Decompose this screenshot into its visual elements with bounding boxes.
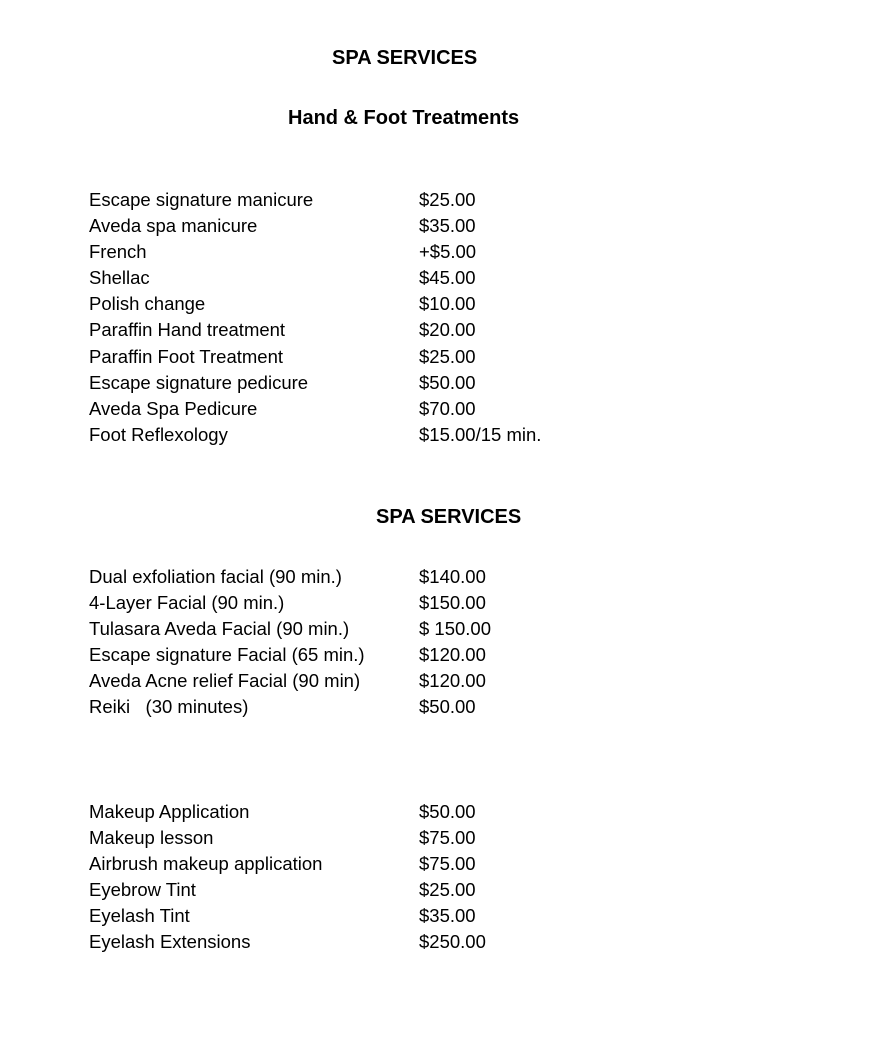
service-name: Eyelash Extensions [89, 931, 251, 953]
service-price: +$5.00 [419, 241, 477, 263]
service-name: Aveda spa manicure [89, 215, 258, 237]
section-title-spa-services: SPA SERVICES [376, 506, 522, 528]
service-name: Eyelash Tint [89, 905, 190, 927]
service-price: $15.00/15 min. [419, 423, 542, 445]
service-price: $45.00 [419, 267, 476, 289]
service-name: Escape signature manicure [89, 189, 314, 210]
service-price: $35.00 [419, 215, 476, 237]
service-name: French [89, 241, 147, 263]
service-price: $50.00 [419, 696, 476, 718]
service-name: Shellac [89, 267, 150, 289]
service-name: Escape signature Facial (65 min.) [89, 644, 365, 666]
service-price: $75.00 [419, 853, 476, 875]
service-price: $25.00 [419, 345, 476, 367]
service-price: $20.00 [419, 319, 476, 341]
section-title-hand-foot: Hand & Foot Treatments [288, 107, 520, 129]
service-price: $70.00 [419, 397, 476, 419]
service-price: $120.00 [419, 644, 486, 666]
service-name: Aveda Acne relief Facial (90 min) [89, 670, 361, 692]
service-price: $35.00 [419, 905, 476, 927]
service-name: 4-Layer Facial (90 min.) [89, 592, 285, 614]
page-title: SPA SERVICES [332, 47, 478, 69]
service-price: $140.00 [419, 566, 486, 587]
service-price: $120.00 [419, 670, 486, 692]
service-price: $ 150.00 [419, 618, 492, 640]
service-name: Eyebrow Tint [89, 879, 196, 901]
service-name: Escape signature pedicure [89, 371, 309, 393]
service-name: Foot Reflexology [89, 423, 228, 445]
service-name: Tulasara Aveda Facial (90 min.) [89, 618, 350, 640]
service-price: $10.00 [419, 293, 476, 315]
service-price: $50.00 [419, 371, 476, 393]
service-name: Dual exfoliation facial (90 min.) [89, 566, 342, 587]
service-price: $250.00 [419, 931, 486, 953]
service-name: Aveda Spa Pedicure [89, 397, 258, 419]
service-name: Makeup lesson [89, 827, 214, 849]
service-name: Polish change [89, 293, 206, 315]
service-name: Airbrush makeup application [89, 853, 323, 875]
service-name: Makeup Application [89, 801, 250, 822]
service-name: Paraffin Foot Treatment [89, 345, 284, 367]
service-price: $75.00 [419, 827, 476, 849]
service-price: $25.00 [419, 879, 476, 901]
service-name: Paraffin Hand treatment [89, 319, 286, 341]
service-price: $25.00 [419, 189, 476, 210]
service-price: $150.00 [419, 592, 486, 614]
service-name: Reiki (30 minutes) [89, 696, 249, 718]
service-price: $50.00 [419, 801, 476, 822]
